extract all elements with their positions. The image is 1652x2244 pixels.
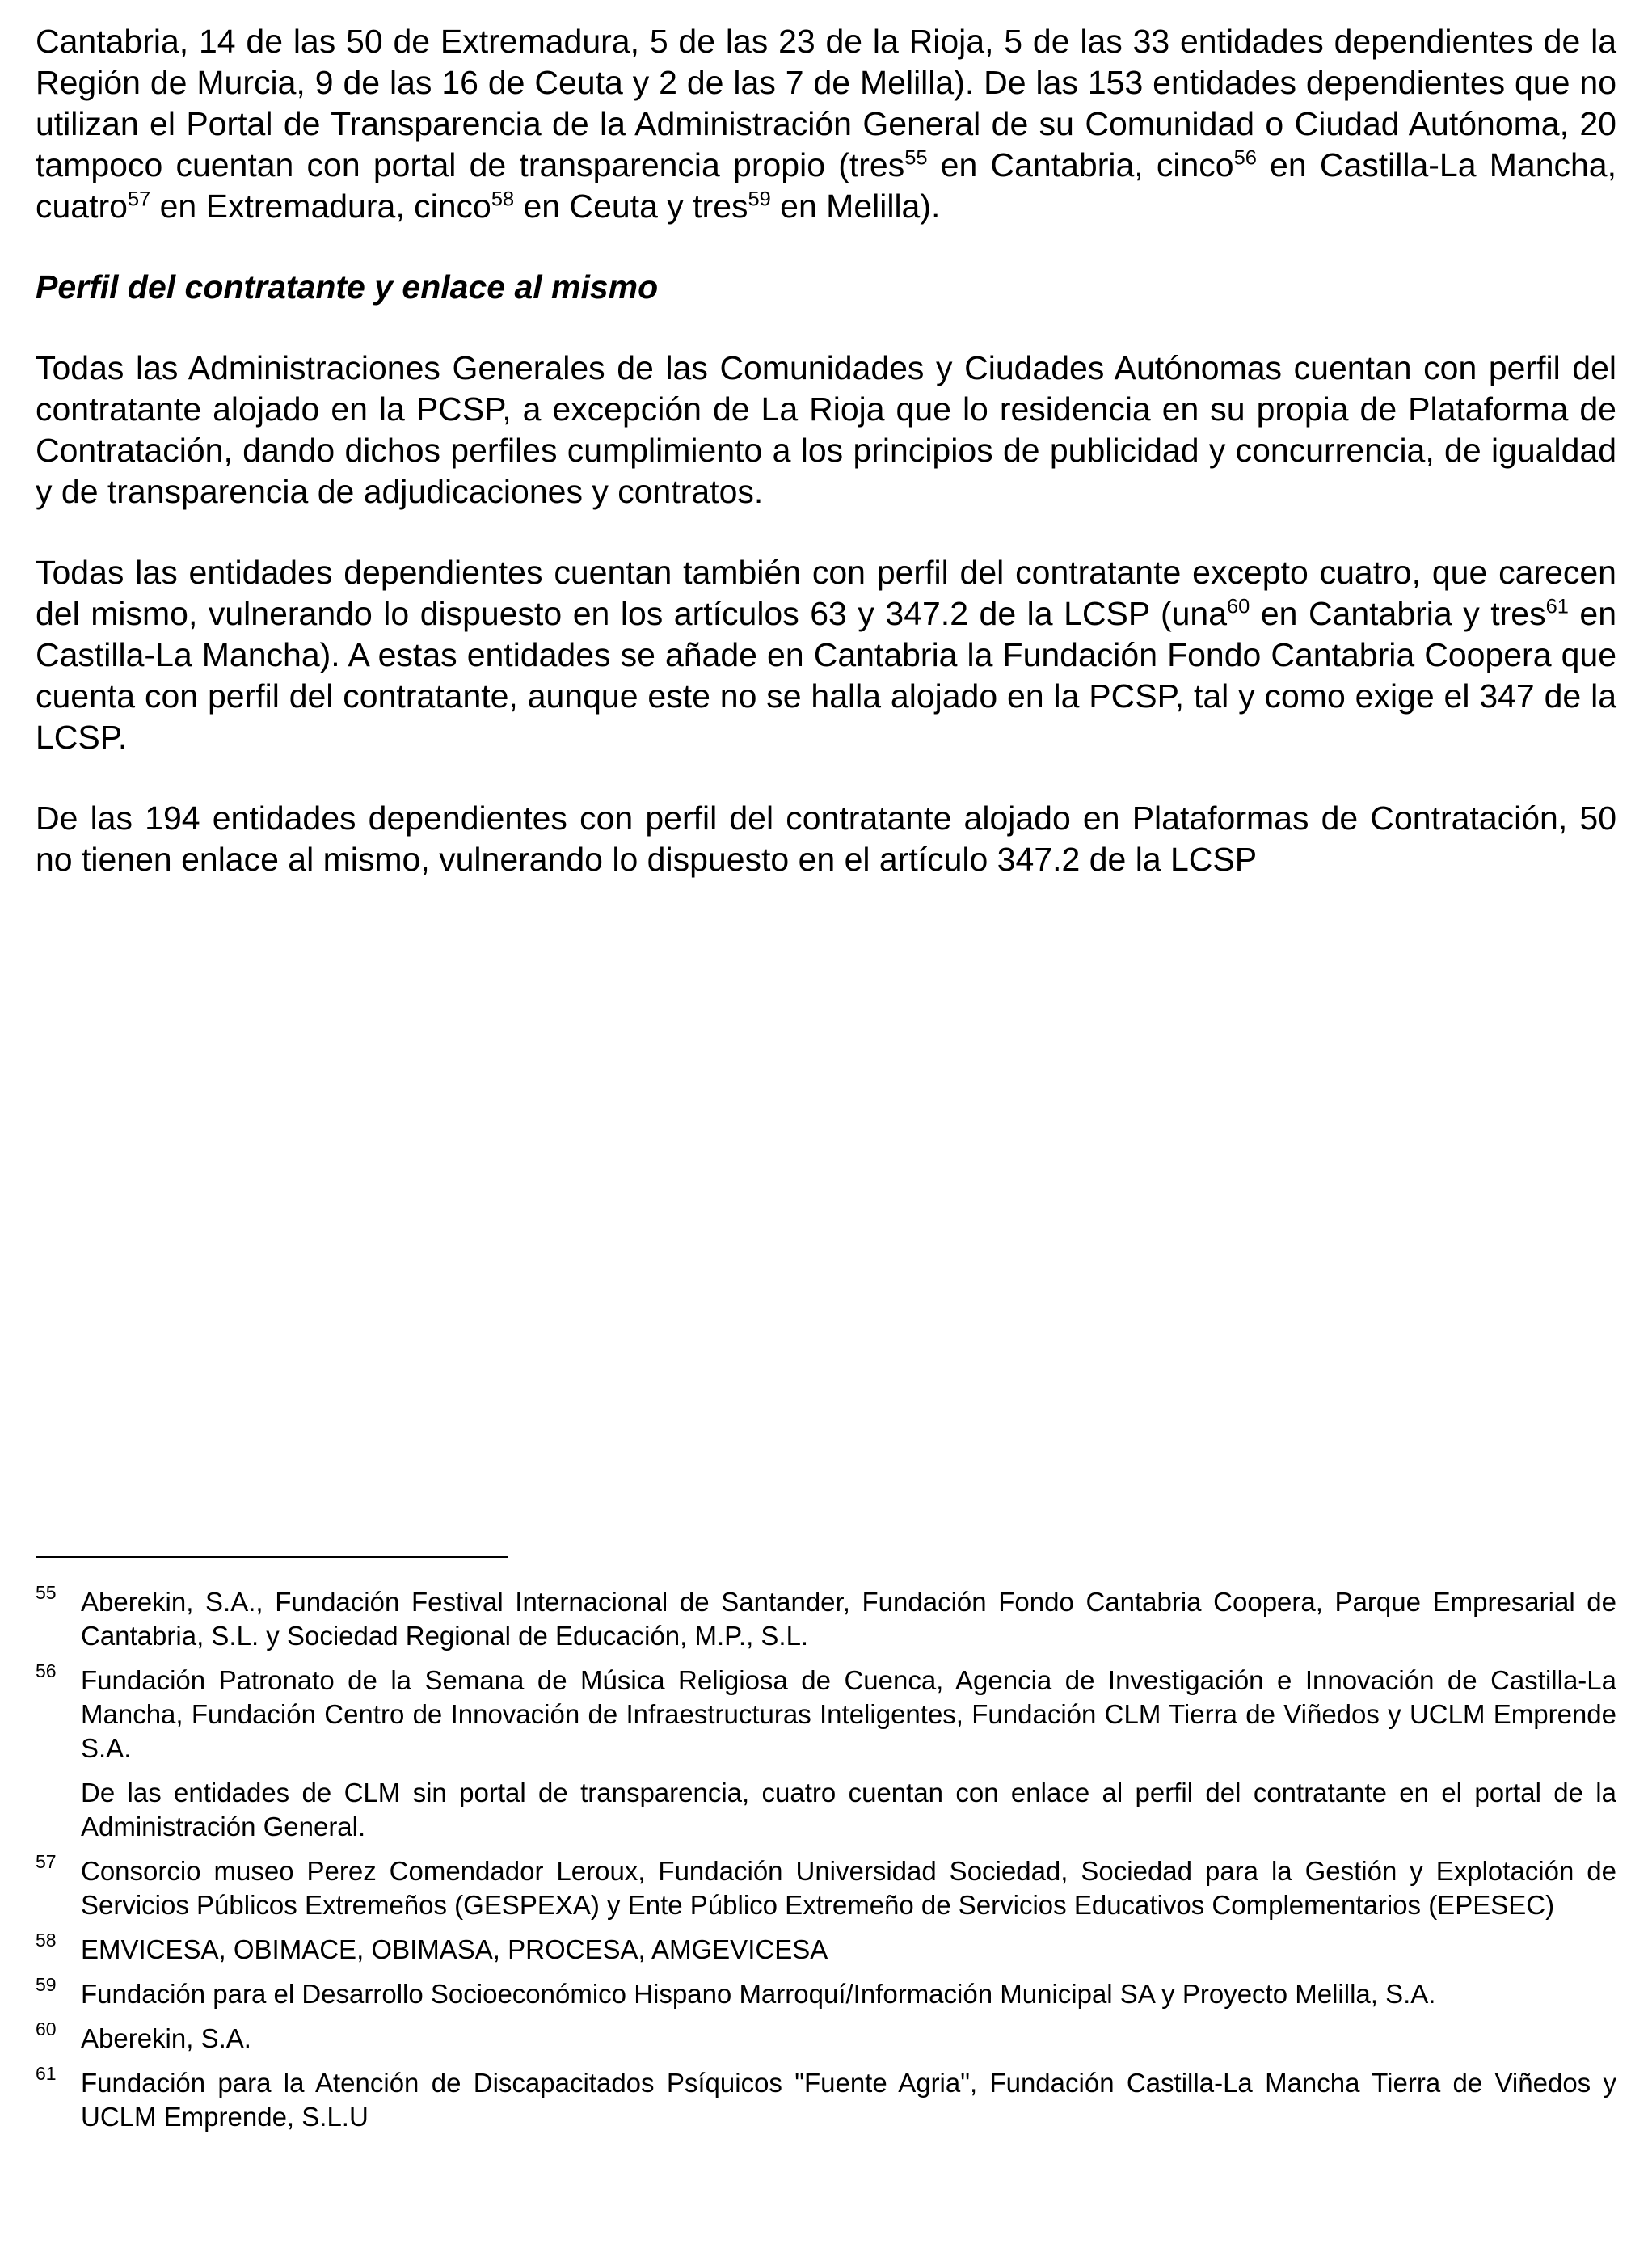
footnote-60 [36,2018,1616,2056]
footnote-separator [36,1556,508,1558]
footnote-ref-58[interactable]: 58 [491,188,515,211]
footnote-58 [36,1930,1616,1967]
para3-text-1: Todas las entidades dependientes cuentan también con perfil del contratante excepto cuatro, que carecen del mismo, vulnerando lo dispuesto en los artículos 63 y 347.2 de la LCSP (una [36,554,1616,632]
paragraph-platform-links: De las 194 entidades dependientes con perfil del contratante alojado en Plataformas de Contratación, 50 no tienen enlace al mismo, vulnerando lo dispuesto en el artículo 347.2 de la LCSP [36,799,1616,878]
footnote-text: Fundación para la Atención de Discapacitados Psíquicos "Fuente Agria", Fundación Castilla-La Mancha Tierra de Viñedos y UCLM Emprende, S.L.U [81,2068,1616,2132]
footnote-ref-60[interactable]: 60 [1227,595,1250,618]
document-body [36,21,1616,920]
section-heading: Perfil del contratante y enlace al mismo [36,268,659,306]
paragraph-dependent-entities [36,552,1616,758]
footnote-number: 60 [36,2018,57,2039]
footnote-ref-56[interactable]: 56 [1233,146,1257,170]
footnote-text: Aberekin, S.A., Fundación Festival Internacional de Santander, Fundación Fondo Cantabria Coopera, Parque Empresarial de Cantabria, S.L. y Sociedad Regional de Educación, M.P., S.L. [81,1587,1616,1651]
para1-text-1: Cantabria, 14 de las 50 de Extremadura, 5 de las 23 de la Rioja, 5 de las 33 entidades dependientes de la Región de Murcia, 9 de las 16 de Ceuta y 2 de las 7 de Melilla). De las 153 entidades dependientes que no utilizan el Portal de Transparencia de la Administración General de su Comunidad o Ciudad Autónoma, 20 tampoco cuentan con portal de transparencia propio (tres [36,23,1616,183]
para3-text-3: en Castilla-La Mancha). A estas entidades se añade en Cantabria la Fundación Fondo Cantabria Coopera que cuenta con perfil del contratante, aunque este no se halla alojado en la PCSP, tal y como exige el 347 de la LCSP. [36,595,1616,756]
para1-text-3: en Castilla-La Mancha, cuatro [36,146,1616,225]
footnote-number: 56 [36,1660,57,1681]
paragraph-general-administrations: Todas las Administraciones Generales de las Comunidades y Ciudades Autónomas cuentan con perfil del contratante alojado en la PCSP, a excepción de La Rioja que lo residencia en su propia de Plataforma de Contratación, dando dichos perfiles cumplimiento a los principios de publicidad y concurrencia, de igualdad y de transparencia de adjudicaciones y contratos. [36,349,1616,510]
footnote-56 [36,1660,1616,1765]
para3-text-2: en Cantabria y tres [1250,595,1546,632]
footnote-ref-57[interactable]: 57 [127,188,151,211]
footnote-text: EMVICESA, OBIMACE, OBIMASA, PROCESA, AMGEVICESA [81,1934,828,1964]
footnote-61 [36,2063,1616,2134]
footnote-number: 59 [36,1974,57,1995]
footnote-59 [36,1974,1616,2011]
footnote-57 [36,1851,1616,1922]
footnote-number: 58 [36,1930,57,1951]
para1-text-6: en Melilla). [770,188,941,225]
footnote-text: Consorcio museo Perez Comendador Leroux, Fundación Universidad Sociedad, Sociedad para la Gestión y Explotación de Servicios Públicos Extremeños (GESPEXA) y Ente Público Extremeño de Servicios Educativos Complementarios (EPESEC) [81,1856,1616,1920]
paragraph-transparency-portals [36,21,1616,227]
footnote-number: 61 [36,2063,57,2084]
footnote-55 [36,1582,1616,1653]
footnote-number: 57 [36,1851,57,1872]
footnote-ref-55[interactable]: 55 [904,146,928,170]
footnote-ref-61[interactable]: 61 [1545,595,1569,618]
para1-text-2: en Cantabria, cinco [927,146,1234,183]
footnote-56-continuation: De las entidades de CLM sin portal de transparencia, cuatro cuentan con enlace al perfil del contratante en el portal de la Administración General. [81,1778,1616,1841]
para1-text-5: en Ceuta y tres [514,188,748,225]
footnote-text: Fundación Patronato de la Semana de Música Religiosa de Cuenca, Agencia de Investigación e Innovación de Castilla-La Mancha, Fundación Centro de Innovación de Infraestructuras Inteligentes, Fundación CLM Tierra de Viñedos y UCLM Emprende S.A. [81,1665,1616,1763]
footnote-text: Aberekin, S.A. [81,2023,251,2053]
footnote-ref-59[interactable]: 59 [748,188,771,211]
footnote-text: Fundación para el Desarrollo Socioeconómico Hispano Marroquí/Información Municipal SA y Proyecto Melilla, S.A. [81,1979,1436,2009]
footnote-number: 55 [36,1582,57,1603]
footnotes-section [36,1556,1616,2145]
para1-text-4: en Extremadura, cinco [150,188,491,225]
